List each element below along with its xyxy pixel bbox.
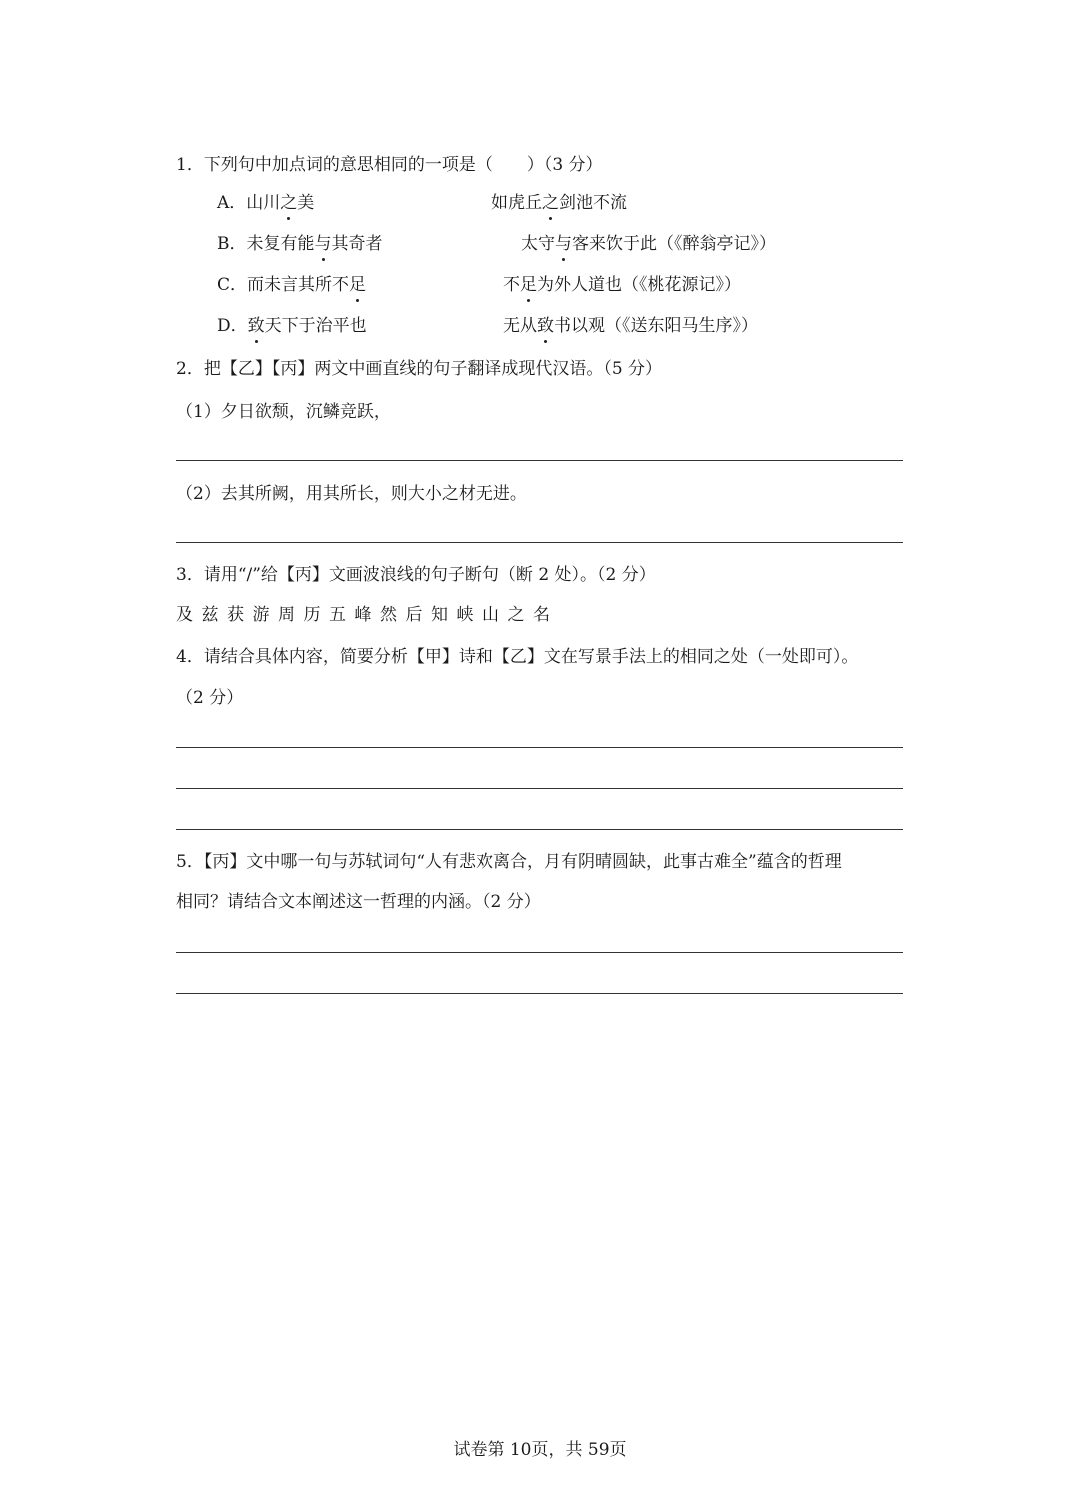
dotted-char: 之 — [280, 193, 298, 213]
answer-line[interactable] — [176, 747, 903, 748]
dotted-char: 致 — [537, 316, 554, 336]
dotted-char: 与 — [314, 234, 332, 254]
option-label: D． — [217, 316, 248, 336]
dotted-char: 与 — [555, 234, 572, 254]
q2-sentence-2: （2）去其所阙，用其所长，则大小之材无进。 — [176, 484, 527, 504]
q5-stem-line2: 相同？请结合文本阐述这一哲理的内涵。（2 分） — [176, 892, 541, 912]
q4-score: （2 分） — [176, 688, 244, 708]
q5-stem-line1: 5．【丙】文中哪一句与苏轼词句“人有悲欢离合，月有阴晴圆缺，此事古难全”蕴含的哲理 — [176, 852, 842, 872]
q3-sentence: 及兹获游周历五峰然后知峡山之名 — [176, 605, 559, 625]
answer-line[interactable] — [176, 460, 903, 461]
dotted-char: 致 — [247, 316, 265, 336]
option-label: A． — [217, 193, 247, 213]
answer-line[interactable] — [176, 993, 903, 994]
page-footer: 试卷第 10页，共 59页 — [453, 1440, 627, 1460]
dotted-char: 之 — [542, 193, 559, 213]
q1-stem: 1．下列句中加点词的意思相同的一项是（ ）（3 分） — [176, 155, 603, 175]
option-label: B． — [217, 234, 247, 254]
q2-sentence-1: （1）夕日欲颓，沉鳞竞跃， — [176, 402, 391, 422]
option-label: C． — [217, 275, 248, 295]
q2-stem: 2．把【乙】【丙】两文中画直线的句子翻译成现代汉语。（5 分） — [176, 359, 663, 379]
dotted-char: 足 — [349, 275, 367, 295]
dotted-char: 足 — [520, 275, 537, 295]
answer-line[interactable] — [176, 542, 903, 543]
answer-line[interactable] — [176, 829, 903, 830]
q4-stem: 4．请结合具体内容，简要分析【甲】诗和【乙】文在写景手法上的相同之处（一处即可）。 — [176, 647, 859, 667]
exam-page: 1．下列句中加点词的意思相同的一项是（ ）（3 分） A．山川之美 如虎丘之剑池不流 B．未复有能与其奇者 太守与客来饮于此（《醉翁亭记》） C．而未言其所不足 不足为外人道也（《桃花源记》） D．致天下于治平也 无从致书以观（《送东阳马生序》） 2．把【乙】【丙】两文中画直线的句子翻译成现代汉语。（5 分） （1）夕日欲颓，沉鳞竞跃， （2）去其所阙，用其所长，则大小之材无进。 3．请用“/”给【丙】文画波浪线的句子断句（断 2 处）。（2 分） 及兹获游周历五峰然后知峡山之名 4．请结合具体内容，简要分析【甲】诗和【乙】文在写景手法上的相同之处（一处即可）。 （2 分） 5．【丙】文中哪一句与苏轼词句“人有悲欢离合，月有阴晴圆缺，此事古难全”蕴含的哲理 相同？请结合文本阐述这一哲理的内涵。（2 分） 试卷第 10页，共 59页 — [0, 0, 1080, 1512]
answer-line[interactable] — [176, 788, 903, 789]
q3-stem: 3．请用“/”给【丙】文画波浪线的句子断句（断 2 处）。（2 分） — [176, 565, 656, 585]
answer-line[interactable] — [176, 952, 903, 953]
